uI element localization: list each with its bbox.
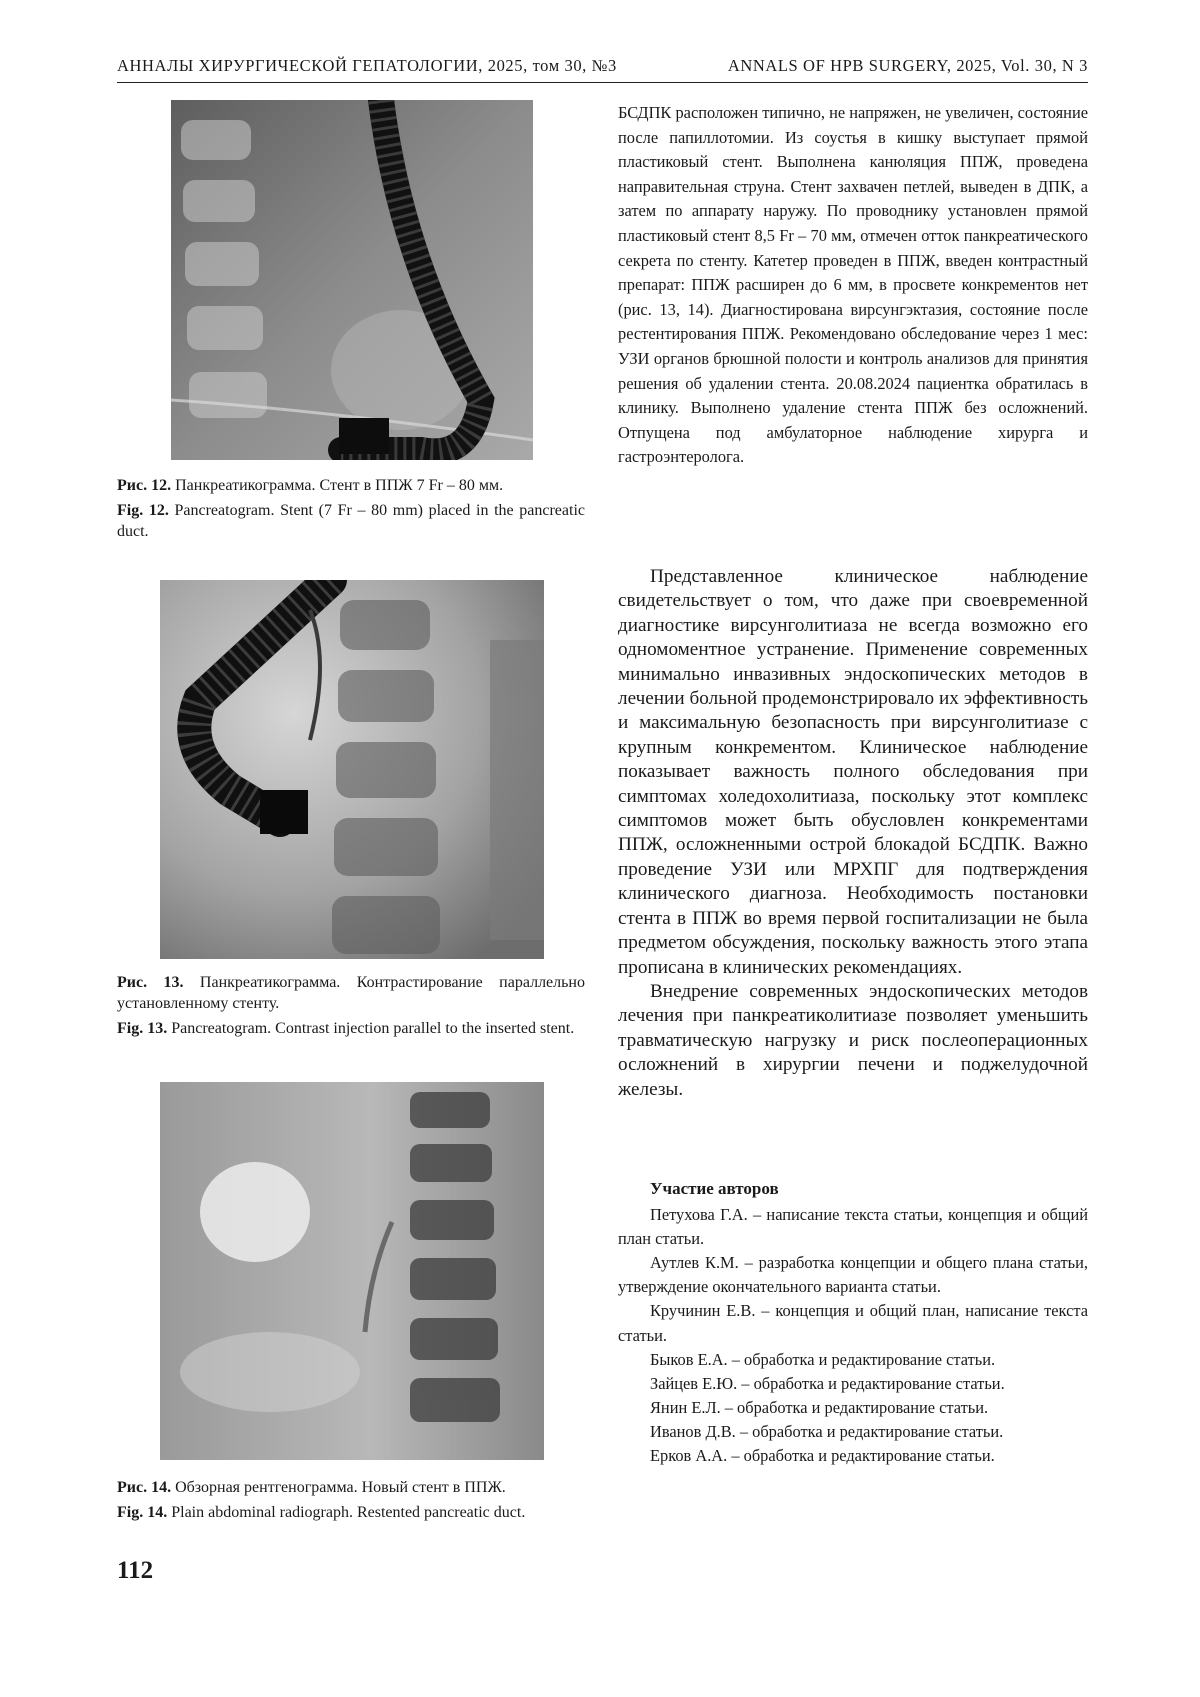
figure-12-caption bbox=[117, 475, 585, 546]
author-contributions bbox=[618, 1177, 1088, 1468]
case-paragraph: БСДПК расположен типично, не напряжен, не увеличен, состояние после папиллотомии. Из соустья в кишку выступает прямой пластиковый стент. Выполнена канюляция ППЖ, проведена направительная струна. Стент захвачен петлей, выведен в ДПК, а затем по аппарату наружу. По проводнику установлен прямой пластиковый стент 8,5 Fr – 70 мм, отмечен отток панкреатического секрета по стенту. Катетер проведен в ППЖ, введен контрастный препарат: ППЖ расширен до 6 мм, в просвете конкрементов нет (рис. 13, 14). Диагностирована вирсунгэктазия, состояние после рестентирования ППЖ. Рекомендовано обследование через 1 мес: УЗИ органов брюшной полости и контроль анализов для принятия решения об удалении стента. 20.08.2024 пациентка обратилась в клинику. Выполнено удаление стента ППЖ без осложнений. Отпущена под амбулаторное наблюдение хирурга и гастроэнтеролога. bbox=[618, 103, 1088, 467]
caption-en: Fig. 14. Plain abdominal radiograph. Restented pancreatic duct. bbox=[117, 1504, 526, 1521]
conclusion-section bbox=[618, 565, 1088, 1102]
caption-ru: Рис. 13. Панкреатикограмма. Контрастирование параллельно установленному стенту. bbox=[117, 974, 585, 1012]
contribution-item: Иванов Д.В. – обработка и редактирование статьи. bbox=[650, 1421, 1004, 1441]
header-rule bbox=[117, 82, 1088, 83]
figure-14-image bbox=[160, 1082, 544, 1460]
contribution-item: Петухова Г.А. – написание текста статьи, концепция и общий план статьи. bbox=[618, 1205, 1088, 1249]
caption-en: Fig. 12. Pancreatogram. Stent (7 Fr – 80 mm) placed in the pancreatic duct. bbox=[117, 502, 585, 540]
contribution-item: Зайцев Е.Ю. – обработка и редактирование статьи. bbox=[650, 1373, 1005, 1393]
caption-ru: Рис. 14. Обзорная рентгенограмма. Новый стент в ППЖ. bbox=[117, 1479, 506, 1496]
contributions-heading: Участие авторов bbox=[650, 1179, 779, 1198]
case-description bbox=[618, 101, 1088, 470]
running-header-en: ANNALS OF HPB SURGERY, 2025, Vol. 30, N 3 bbox=[727, 56, 1088, 75]
figure-13-image bbox=[160, 580, 544, 959]
caption-ru: Рис. 12. Панкреатикограмма. Стент в ППЖ 7 Fr – 80 мм. bbox=[117, 477, 504, 494]
conclusion-paragraph-1: Представленное клиническое наблюдение свидетельствует о том, что даже при своевременной диагностике вирсунголитиаза не всегда возможно его одномоментное устранение. Применение современных минимально инвазивных эндоскопических методов в лечении больной продемонстрировало их эффективность и максимальную безопасность при вирсунголитиазе с крупным конкрементом. Клиническое наблюдение показывает важность полного обследования при симптомах холедохолитиаза, поскольку этот комплекс симптомов может быть обусловлен конкрементами ППЖ, осложненными острой блокадой БСДПК. Важно проведение УЗИ или МРХПГ для подтверждения клинического диагноза. Необходимость постановки стента в ППЖ во время первой госпитализации не была предметом обсуждения, поскольку важность этого этапа прописана в клинических рекомендациях. bbox=[618, 566, 1088, 978]
contribution-item: Быков Е.А. – обработка и редактирование статьи. bbox=[650, 1349, 996, 1369]
caption-en: Fig. 13. Pancreatogram. Contrast injection parallel to the inserted stent. bbox=[117, 1020, 575, 1037]
contribution-item: Аутлев К.М. – разработка концепции и общего плана статьи, утверждение окончательного варианта статьи. bbox=[618, 1253, 1088, 1297]
contribution-item: Ерков А.А. – обработка и редактирование статьи. bbox=[650, 1446, 995, 1466]
conclusion-paragraph-2: Внедрение современных эндоскопических методов лечения при панкреатиколитиазе позволяет уменьшить травматическую нагрузку и риск послеоперационных осложнений в хирургии печени и поджелудочной железы. bbox=[618, 980, 1088, 1100]
contribution-item: Янин Е.Л. – обработка и редактирование статьи. bbox=[650, 1397, 989, 1417]
figure-12-image bbox=[171, 100, 533, 460]
figure-13-caption bbox=[117, 972, 585, 1043]
running-header-ru: АННАЛЫ ХИРУРГИЧЕСКОЙ ГЕПАТОЛОГИИ, 2025, том 30, №3 bbox=[117, 56, 617, 75]
figure-14-caption bbox=[117, 1477, 585, 1527]
contribution-item: Кручинин Е.В. – концепция и общий план, написание текста статьи. bbox=[618, 1301, 1088, 1345]
page-number: 112 bbox=[117, 1557, 154, 1584]
